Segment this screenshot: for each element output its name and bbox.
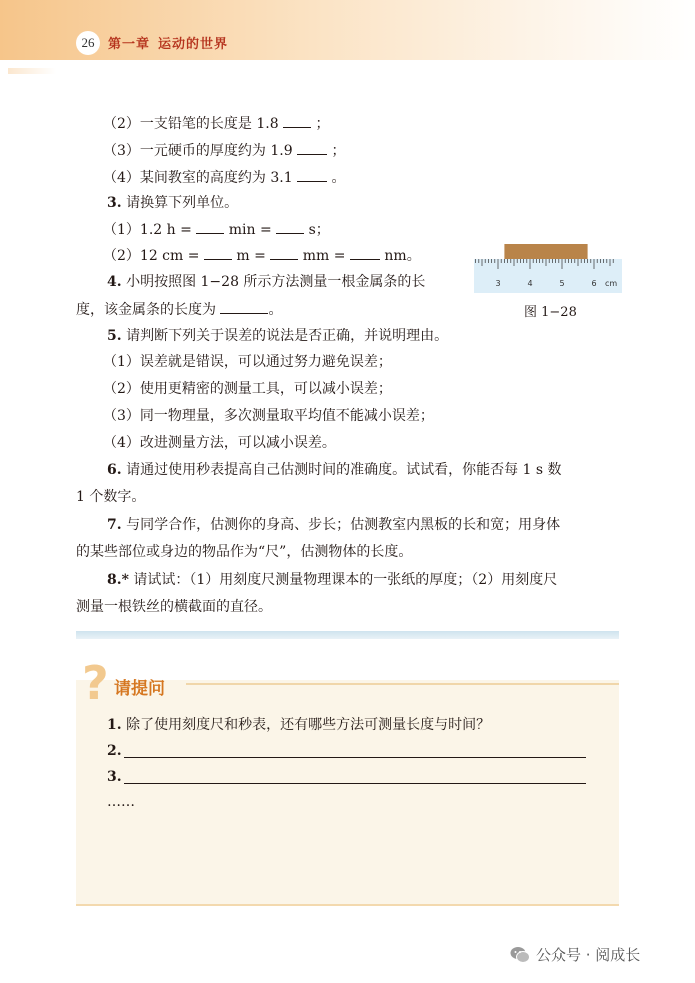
ruler-svg <box>474 242 622 294</box>
ask-question-box <box>76 680 619 906</box>
ask-q3-answer-line[interactable] <box>124 783 586 784</box>
answer-blank[interactable] <box>350 245 380 260</box>
answer-blank[interactable] <box>297 167 327 182</box>
q5-item-2: （2）使用更精密的测量工具，可以减小误差； <box>103 381 392 397</box>
chapter-heading <box>108 33 236 52</box>
section-divider <box>76 631 619 639</box>
q2-item-2: （2）一支铅笔的长度是 1.8 ； <box>103 113 330 134</box>
ask-title: 请提问 <box>114 679 165 699</box>
q6-line1: 6. 请通过使用秒表提高自己估测时间的准确度。试试看，你能否每 1 s 数 <box>107 462 562 478</box>
q6-line2: 1 个数字。 <box>76 489 146 505</box>
metal-bar <box>504 244 587 259</box>
q5-item-1: （1）误差就是错误，可以通过努力避免误差； <box>103 354 392 370</box>
ruler-tick-label: 4 <box>527 279 533 288</box>
page-number: 26 <box>76 31 100 55</box>
q7-line2: 的某些部位或身边的物品作为“尺”，估测物体的长度。 <box>76 544 413 560</box>
figure-caption: 图 1−28 <box>524 305 577 320</box>
watermark-text: 公众号 · 阅成长 <box>536 946 641 964</box>
answer-blank[interactable] <box>297 140 327 155</box>
ruler-tick-label: 5 <box>559 279 565 288</box>
ask-q2-answer-line[interactable] <box>124 757 586 758</box>
q5-item-3: （3）同一物理量，多次测量取平均值不能减小误差； <box>103 408 434 424</box>
q5-prompt: 5. 请判断下列关于误差的说法是否正确，并说明理由。 <box>107 328 449 344</box>
ruler-figure <box>474 242 622 294</box>
ask-ellipsis: …… <box>107 794 135 810</box>
ask-box-topline <box>186 683 619 685</box>
answer-blank[interactable] <box>283 113 311 128</box>
chapter-label: 第一章 <box>108 37 151 52</box>
q3-prompt: 3. 请换算下列单位。 <box>107 195 239 211</box>
ruler-tick-label: 6 <box>591 279 597 288</box>
answer-blank[interactable] <box>270 245 298 260</box>
q3-item-2: （2）12 cm = m = mm = nm。 <box>103 245 421 266</box>
answer-blank[interactable] <box>276 219 304 234</box>
answer-blank[interactable] <box>196 219 224 234</box>
q3-item-1: （1）1.2 h = min = s； <box>103 219 330 240</box>
q2-item-4: （4）某间教室的高度约为 3.1 。 <box>103 167 346 188</box>
page-header <box>0 0 695 60</box>
ruler-unit-label: cm <box>605 279 618 288</box>
q4-line2: 度，该金属条的长度为 。 <box>76 299 282 320</box>
q2-item-3: （3）一元硬币的厚度约为 1.9 ； <box>103 140 346 161</box>
watermark <box>510 944 640 965</box>
ask-q3-num: 3. <box>107 769 122 785</box>
answer-blank[interactable] <box>204 245 232 260</box>
answer-blank[interactable] <box>220 299 268 314</box>
q5-item-4: （4）改进测量方法，可以减小误差。 <box>103 435 336 451</box>
ruler-tick-label: 3 <box>495 279 501 288</box>
header-subtab <box>8 68 56 74</box>
ask-q2-num: 2. <box>107 743 122 759</box>
q4-line1: 4. 小明按照图 1−28 所示方法测量一根金属条的长 <box>107 274 426 290</box>
question-mark-icon: ? <box>82 656 109 710</box>
ask-q1: 1. 除了使用刻度尺和秒表，还有哪些方法可测量长度与时间？ <box>107 717 491 733</box>
q7-line1: 7. 与同学合作，估测你的身高、步长；估测教室内黑板的长和宽；用身体 <box>107 517 561 533</box>
q8-line1: 8.* 请试试：（1）用刻度尺测量物理课本的一张纸的厚度；（2）用刻度尺 <box>107 572 558 588</box>
wechat-icon <box>510 946 530 964</box>
chapter-title: 运动的世界 <box>158 37 229 52</box>
q8-line2: 测量一根铁丝的横截面的直径。 <box>76 599 272 615</box>
